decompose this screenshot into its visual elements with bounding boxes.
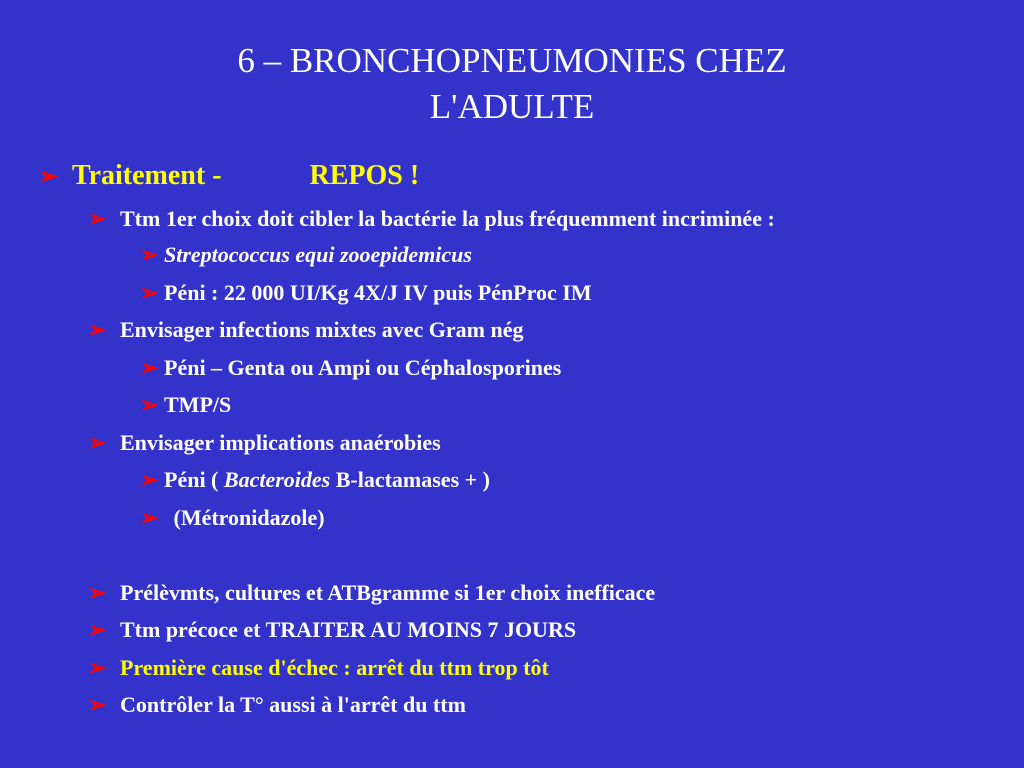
bullet-precoce: [88, 617, 576, 643]
bullet-mixtes: [88, 317, 523, 343]
peni-genta-text: Péni – Genta ou Ampi ou Céphalosporines: [164, 355, 562, 380]
metro-text: (Métronidazole): [168, 505, 325, 530]
bullet-prelevements: [88, 580, 655, 606]
page-title: [0, 38, 1024, 130]
arrow-bullet-icon: ➢: [140, 467, 159, 492]
controler-text: Contrôler la T° aussi à l'arrêt du ttm: [120, 692, 466, 717]
peni-bact-italic: Bacteroides: [223, 467, 331, 492]
peni-bact-pre: Péni (: [164, 467, 224, 492]
bullet-peni-bacteroides: [140, 467, 490, 493]
arrow-bullet-icon: ➢: [140, 242, 159, 267]
bullet-peni-genta: [140, 355, 561, 381]
bullet-controler: [88, 692, 466, 718]
arrow-bullet-icon: ➢: [140, 355, 159, 380]
ttm-choix-text: Ttm 1er choix doit cibler la bactérie la plus fréquemment incriminée :: [120, 206, 775, 231]
peni-dose-text: Péni : 22 000 UI/Kg 4X/J IV puis PénProc IM: [164, 280, 592, 305]
tmps-text: TMP/S: [164, 392, 232, 417]
title-line-2: L'ADULTE: [429, 87, 595, 126]
arrow-bullet-icon: ➢: [88, 580, 107, 605]
traitement-value: REPOS !: [309, 160, 420, 191]
anaerobies-text: Envisager implications anaérobies: [120, 430, 441, 455]
arrow-bullet-icon: ➢: [140, 505, 159, 530]
arrow-bullet-icon: ➢: [140, 392, 159, 417]
arrow-bullet-icon: ➢: [140, 280, 159, 305]
bullet-peni-dose: [140, 280, 592, 306]
bullet-tmps: [140, 392, 231, 418]
bullet-anaerobies: [88, 430, 441, 456]
precoce-text: Ttm précoce et TRAITER AU MOINS 7 JOURS: [120, 617, 577, 642]
bullet-metronidazole: [140, 505, 325, 531]
title-line-1: 6 – BRONCHOPNEUMONIES CHEZ: [237, 41, 787, 80]
arrow-bullet-icon: ➢: [88, 430, 107, 455]
mixtes-text: Envisager infections mixtes avec Gram nég: [120, 317, 524, 342]
traitement-label: Traitement -: [72, 160, 222, 191]
bullet-traitement: [38, 160, 419, 192]
arrow-bullet-icon: ➢: [38, 164, 59, 190]
strepto-text: Streptococcus equi zooepidemicus: [164, 242, 472, 267]
arrow-bullet-icon: ➢: [88, 655, 107, 680]
arrow-bullet-icon: ➢: [88, 617, 107, 642]
peni-bact-post: B-lactamases + ): [330, 467, 490, 492]
arrow-bullet-icon: ➢: [88, 317, 107, 342]
arrow-bullet-icon: ➢: [88, 206, 107, 231]
bullet-echec: [88, 655, 549, 681]
bullet-ttm-choix: [88, 206, 775, 232]
arrow-bullet-icon: ➢: [88, 692, 107, 717]
prelev-text: Prélèvmts, cultures et ATBgramme si 1er choix inefficace: [120, 580, 656, 605]
echec-text: Première cause d'échec : arrêt du ttm trop tôt: [120, 655, 549, 680]
bullet-strepto: [140, 242, 472, 268]
